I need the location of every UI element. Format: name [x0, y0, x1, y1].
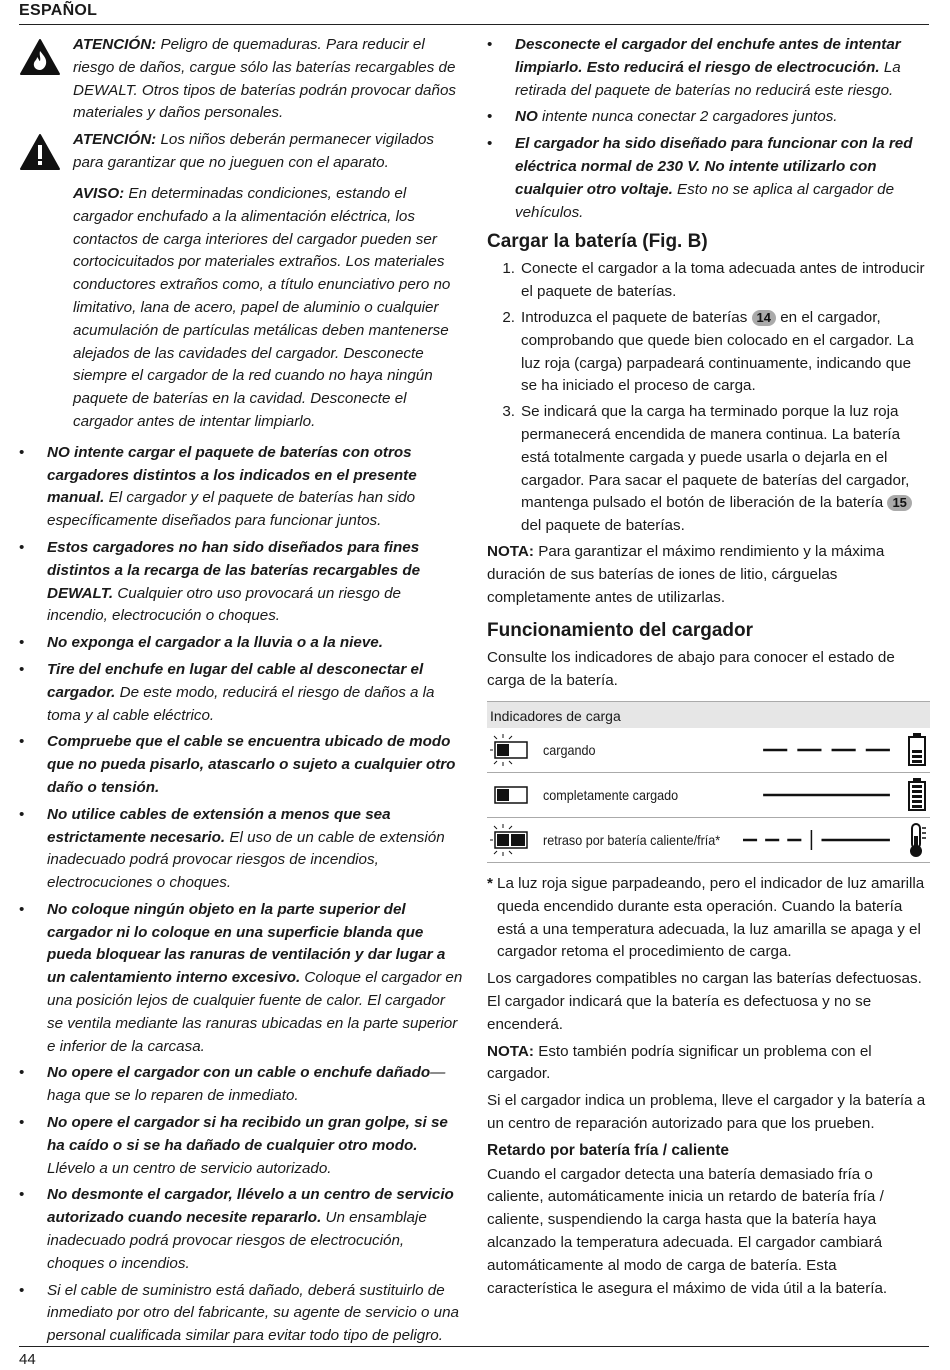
language-label: ESPAÑOL — [19, 2, 98, 19]
asterisk-note — [487, 873, 930, 964]
list-item — [19, 804, 464, 895]
bullet-text: intente nunca conectar 2 cargadores juntos. — [537, 108, 838, 126]
page-number: 44 — [19, 1351, 36, 1368]
list-item — [487, 34, 930, 102]
children-warning — [19, 129, 464, 179]
notice-label: AVISO: — [73, 184, 125, 202]
bullet-bold-text: No coloque ningún objeto en la parte superior del cargador ni lo coloque en una superficie blanda que pueda bloquear las ranuras de ventilación y dar lugar a un calentamiento interno excesivo. — [47, 900, 446, 987]
notice-block — [19, 183, 464, 438]
list-item — [487, 401, 930, 538]
operation-heading: Funcionamiento del cargador — [487, 620, 754, 642]
page-footer — [19, 1346, 929, 1368]
charger-solid-icon — [487, 773, 543, 817]
note-label: NOTA: — [487, 1042, 534, 1060]
bullet-mark: • — [19, 900, 25, 918]
step-text: del paquete de baterías. — [521, 517, 685, 535]
list-item — [19, 1112, 464, 1180]
bullet-mark: • — [19, 1064, 25, 1082]
page-header — [19, 2, 929, 25]
charger-delay-icon — [487, 818, 543, 862]
note-paragraph — [487, 541, 930, 609]
bullet-bold-text: Desconecte el cargador del enchufe antes de intentar limpiarlo. Esto reducirá el riesgo de electrocución. — [515, 36, 901, 76]
list-item — [19, 537, 464, 628]
step-number: 3. — [502, 403, 515, 421]
bullet-mark: • — [19, 538, 25, 556]
bullet-mark: • — [19, 1114, 25, 1132]
bullet-bold-text: Compruebe que el cable se encuentra ubicado de modo que no pueda pisarlo, atascarlo o sujeto a cualquier otro daño o tensión. — [47, 733, 456, 796]
bullet-mark: • — [19, 443, 25, 461]
bullet-text: — haga que se lo reparen de inmediato. — [47, 1064, 446, 1105]
left-bullet-list — [19, 442, 464, 1348]
indicator-label: retraso por batería caliente/fría* — [543, 831, 721, 848]
bullet-mark: • — [19, 1281, 25, 1299]
list-item — [19, 731, 464, 799]
list-item — [19, 632, 464, 655]
bullet-bold-text: El cargador ha sido diseñado para funcionar con la red eléctrica normal de 230 V. No intente utilizarlo con cualquier otro voltaje. — [515, 135, 913, 198]
operation-text: Consulte los indicadores de abajo para conocer el estado de carga de la batería. — [487, 649, 895, 690]
solid-pattern — [743, 773, 904, 817]
bullet-mark: • — [487, 135, 493, 153]
warning-label: ATENCIÓN: — [73, 36, 157, 53]
step-number: 1. — [502, 260, 515, 278]
delay-heading: Retardo por batería fría / caliente — [487, 1141, 730, 1159]
dashed-pattern — [743, 728, 904, 772]
bullet-mark: • — [19, 805, 25, 823]
list-item — [19, 1062, 464, 1108]
list-item — [487, 307, 930, 398]
bullet-mark: • — [19, 634, 25, 652]
note-text: Para garantizar el máximo rendimiento y la máxima duración de sus baterías de iones de litio, cárguelas completamente antes de utilizarlas. — [487, 542, 885, 606]
paragraph: Cuando el cargador detecta una batería demasiado fría o caliente, automáticamente inicia un retardo de batería fría / caliente, suspendiendo la carga hasta que la batería haya alcanzado la temperatura adecuada. El cargador cambiará automáticamente al modo de carga de batería. Esta característica le asegura el máximo de vida útil a la batería. — [487, 1165, 888, 1297]
bullet-mark: • — [19, 733, 25, 751]
step-text: Conecte el cargador a la toma adecuada antes de introducir el paquete de baterías. — [521, 260, 925, 301]
step-text: en el cargador, comprobando que quede bien colocado en el cargador. La luz roja (carga) parpadeará continuamente, indicando que se ha iniciado el proceso de carga. — [521, 308, 914, 395]
charger-blinking-icon — [487, 728, 543, 772]
bullet-bold-text: No utilice cables de extensión a menos que sea estrictamente necesario. — [47, 805, 391, 846]
notice-text: En determinadas condiciones, estando el cargador enchufado a la alimentación eléctrica, los contactos de carga interiores del cargador pueden ser cortocicuitados por materiales extraños. Los materiales conductores extraños como, a título enunciativo pero no limitativo, lana de acero, papel de aluminio o cualquier acumulación de partículas metálicas deben mantenerse alejados de las cavidades del cargador. Desconecte siempre el cargador de la red cuando no haya ningún paquete de baterías en la cavidad. Desconecte el cargador antes de intentar limpiarlo. — [73, 184, 451, 430]
indicator-label: cargando — [543, 741, 596, 758]
note-paragraph — [487, 1041, 930, 1087]
bullet-text: De este modo, reducirá el riesgo de daños a la toma y al cable eléctrico. — [47, 683, 435, 724]
bullet-bold-text: Estos cargadores no han sido diseñados para fines distintos a la recarga de las baterías recargables de DEWALT. — [47, 538, 421, 602]
indicator-label: completamente cargado — [543, 786, 679, 803]
mixed-pattern — [743, 818, 904, 862]
warning-label: ATENCIÓN: — [73, 131, 157, 149]
burn-warning — [19, 34, 464, 125]
bullet-bold-text: No opere el cargador con un cable o enchufe dañado — [47, 1064, 431, 1082]
right-bullet-list — [487, 34, 930, 224]
charge-indicator-table — [487, 701, 930, 863]
bullet-text: El cargador y el paquete de baterías han sido específicamente diseñados para funcionar juntos. — [47, 489, 416, 530]
step-text: Se indicará que la carga ha terminado porque la luz roja permanecerá encendida de manera continua. La batería está totalmente cargada y puede usarla o dejarla en el cargador. Para sacar el paquete de baterías del cargador, mantenga pulsado el botón de liberación de la batería — [521, 403, 910, 512]
list-item — [487, 106, 930, 129]
table-header: Indicadores de carga — [487, 702, 930, 728]
table-row — [487, 818, 930, 863]
list-item — [19, 659, 464, 727]
bullet-text: El uso de un cable de extensión inadecuado podrá provocar riesgos de incendios, electrocuciones o choques. — [47, 828, 445, 892]
list-item — [487, 133, 930, 224]
list-item — [19, 1184, 464, 1275]
step-number: 2. — [502, 308, 515, 326]
bullet-text: Esto no se aplica al cargador de vehículos. — [515, 180, 895, 221]
note-text: Esto también podría significar un problema con el cargador. — [487, 1042, 872, 1083]
left-column — [19, 34, 464, 1352]
bullet-bold-text: No desmonte el cargador, llévelo a un centro de servicio autorizado cuando necesite repararlo. — [47, 1186, 454, 1227]
thermometer-icon — [904, 818, 930, 862]
battery-charging-icon — [904, 728, 930, 772]
right-column — [487, 34, 930, 1304]
list-item — [487, 258, 930, 304]
asterisk-mark: * — [487, 874, 493, 892]
callout-badge: 14 — [752, 310, 776, 326]
exclamation-warning-icon — [19, 129, 73, 179]
bullet-mark: • — [487, 108, 493, 126]
bullet-text: Coloque el cargador en una posición lejos de cualquier fuente de calor. El cargador se ventila mediante las ranuras ubicadas en la parte superior e inferior de la carcasa. — [47, 969, 463, 1055]
bullet-bold-text: Tire del enchufe en lugar del cable al desconectar el cargador. — [47, 660, 424, 701]
list-item — [19, 899, 464, 1059]
table-row — [487, 773, 930, 818]
bullet-bold-text: No exponga el cargador a la lluvia o a la nieve. — [47, 634, 383, 652]
note-label: NOTA: — [487, 542, 534, 560]
step-text: Introduzca el paquete de baterías — [521, 308, 752, 326]
bullet-mark: • — [19, 660, 25, 678]
warning-text: Los niños deberán permanecer vigilados para garantizar que no jueguen con el aparato. — [73, 131, 435, 171]
table-row — [487, 728, 930, 773]
bullet-mark: • — [19, 1186, 25, 1204]
bullet-bold-text: NO — [515, 108, 538, 126]
paragraph: Los cargadores compatibles no cargan las baterías defectuosas. El cargador indicará que la batería es defectuosa y no se encenderá. — [487, 970, 922, 1033]
warning-text: Peligro de quemaduras. Para reducir el riesgo de daños, cargue sólo las baterías recargables de DEWALT. Otros tipos de baterías podrán provocar daños materiales y daños personales. — [73, 36, 456, 122]
list-item — [19, 442, 464, 533]
bullet-bold-text: No opere el cargador si ha recibido un gran golpe, si se ha caído o si se ha dañado de cualquier otro modo. — [47, 1114, 448, 1154]
bullet-text: Si el cable de suministro está dañado, deberá sustituirlo de inmediato por otro del fabricante, su agente de servicio o una personal cualificada similar para evitar todo tipo de peligro. — [47, 1281, 460, 1345]
fire-warning-icon — [19, 34, 73, 125]
battery-full-icon — [904, 773, 930, 817]
bullet-bold-text: NO intente cargar el paquete de baterías con otros cargadores distintos a los indicados en el presente manual. — [47, 443, 417, 507]
bullet-text: Cualquier otro uso provocará un riesgo de incendio, electrocución o choques. — [47, 584, 401, 625]
paragraph: Si el cargador indica un problema, lleve el cargador y la batería a un centro de reparación autorizado para que los prueben. — [487, 1092, 926, 1132]
bullet-text: Llévelo a un centro de servicio autorizado. — [47, 1159, 332, 1177]
bullet-mark: • — [487, 36, 493, 53]
charge-heading: Cargar la batería (Fig. B) — [487, 231, 708, 253]
bullet-text: Un ensamblaje inadecuado podrá provocar riesgos de electrocución, choques o incendios. — [47, 1209, 427, 1272]
callout-badge: 15 — [887, 495, 911, 511]
asterisk-text: La luz roja sigue parpadeando, pero el indicador de luz amarilla queda encendido durante esta operación. Cuando la batería está a una temperatura adecuada, la luz amarilla se apaga y el cargador retoma el procedimiento de carga. — [497, 874, 925, 961]
list-item — [19, 1280, 464, 1348]
bullet-text: La retirada del paquete de baterías no reducirá este riesgo. — [515, 58, 901, 99]
